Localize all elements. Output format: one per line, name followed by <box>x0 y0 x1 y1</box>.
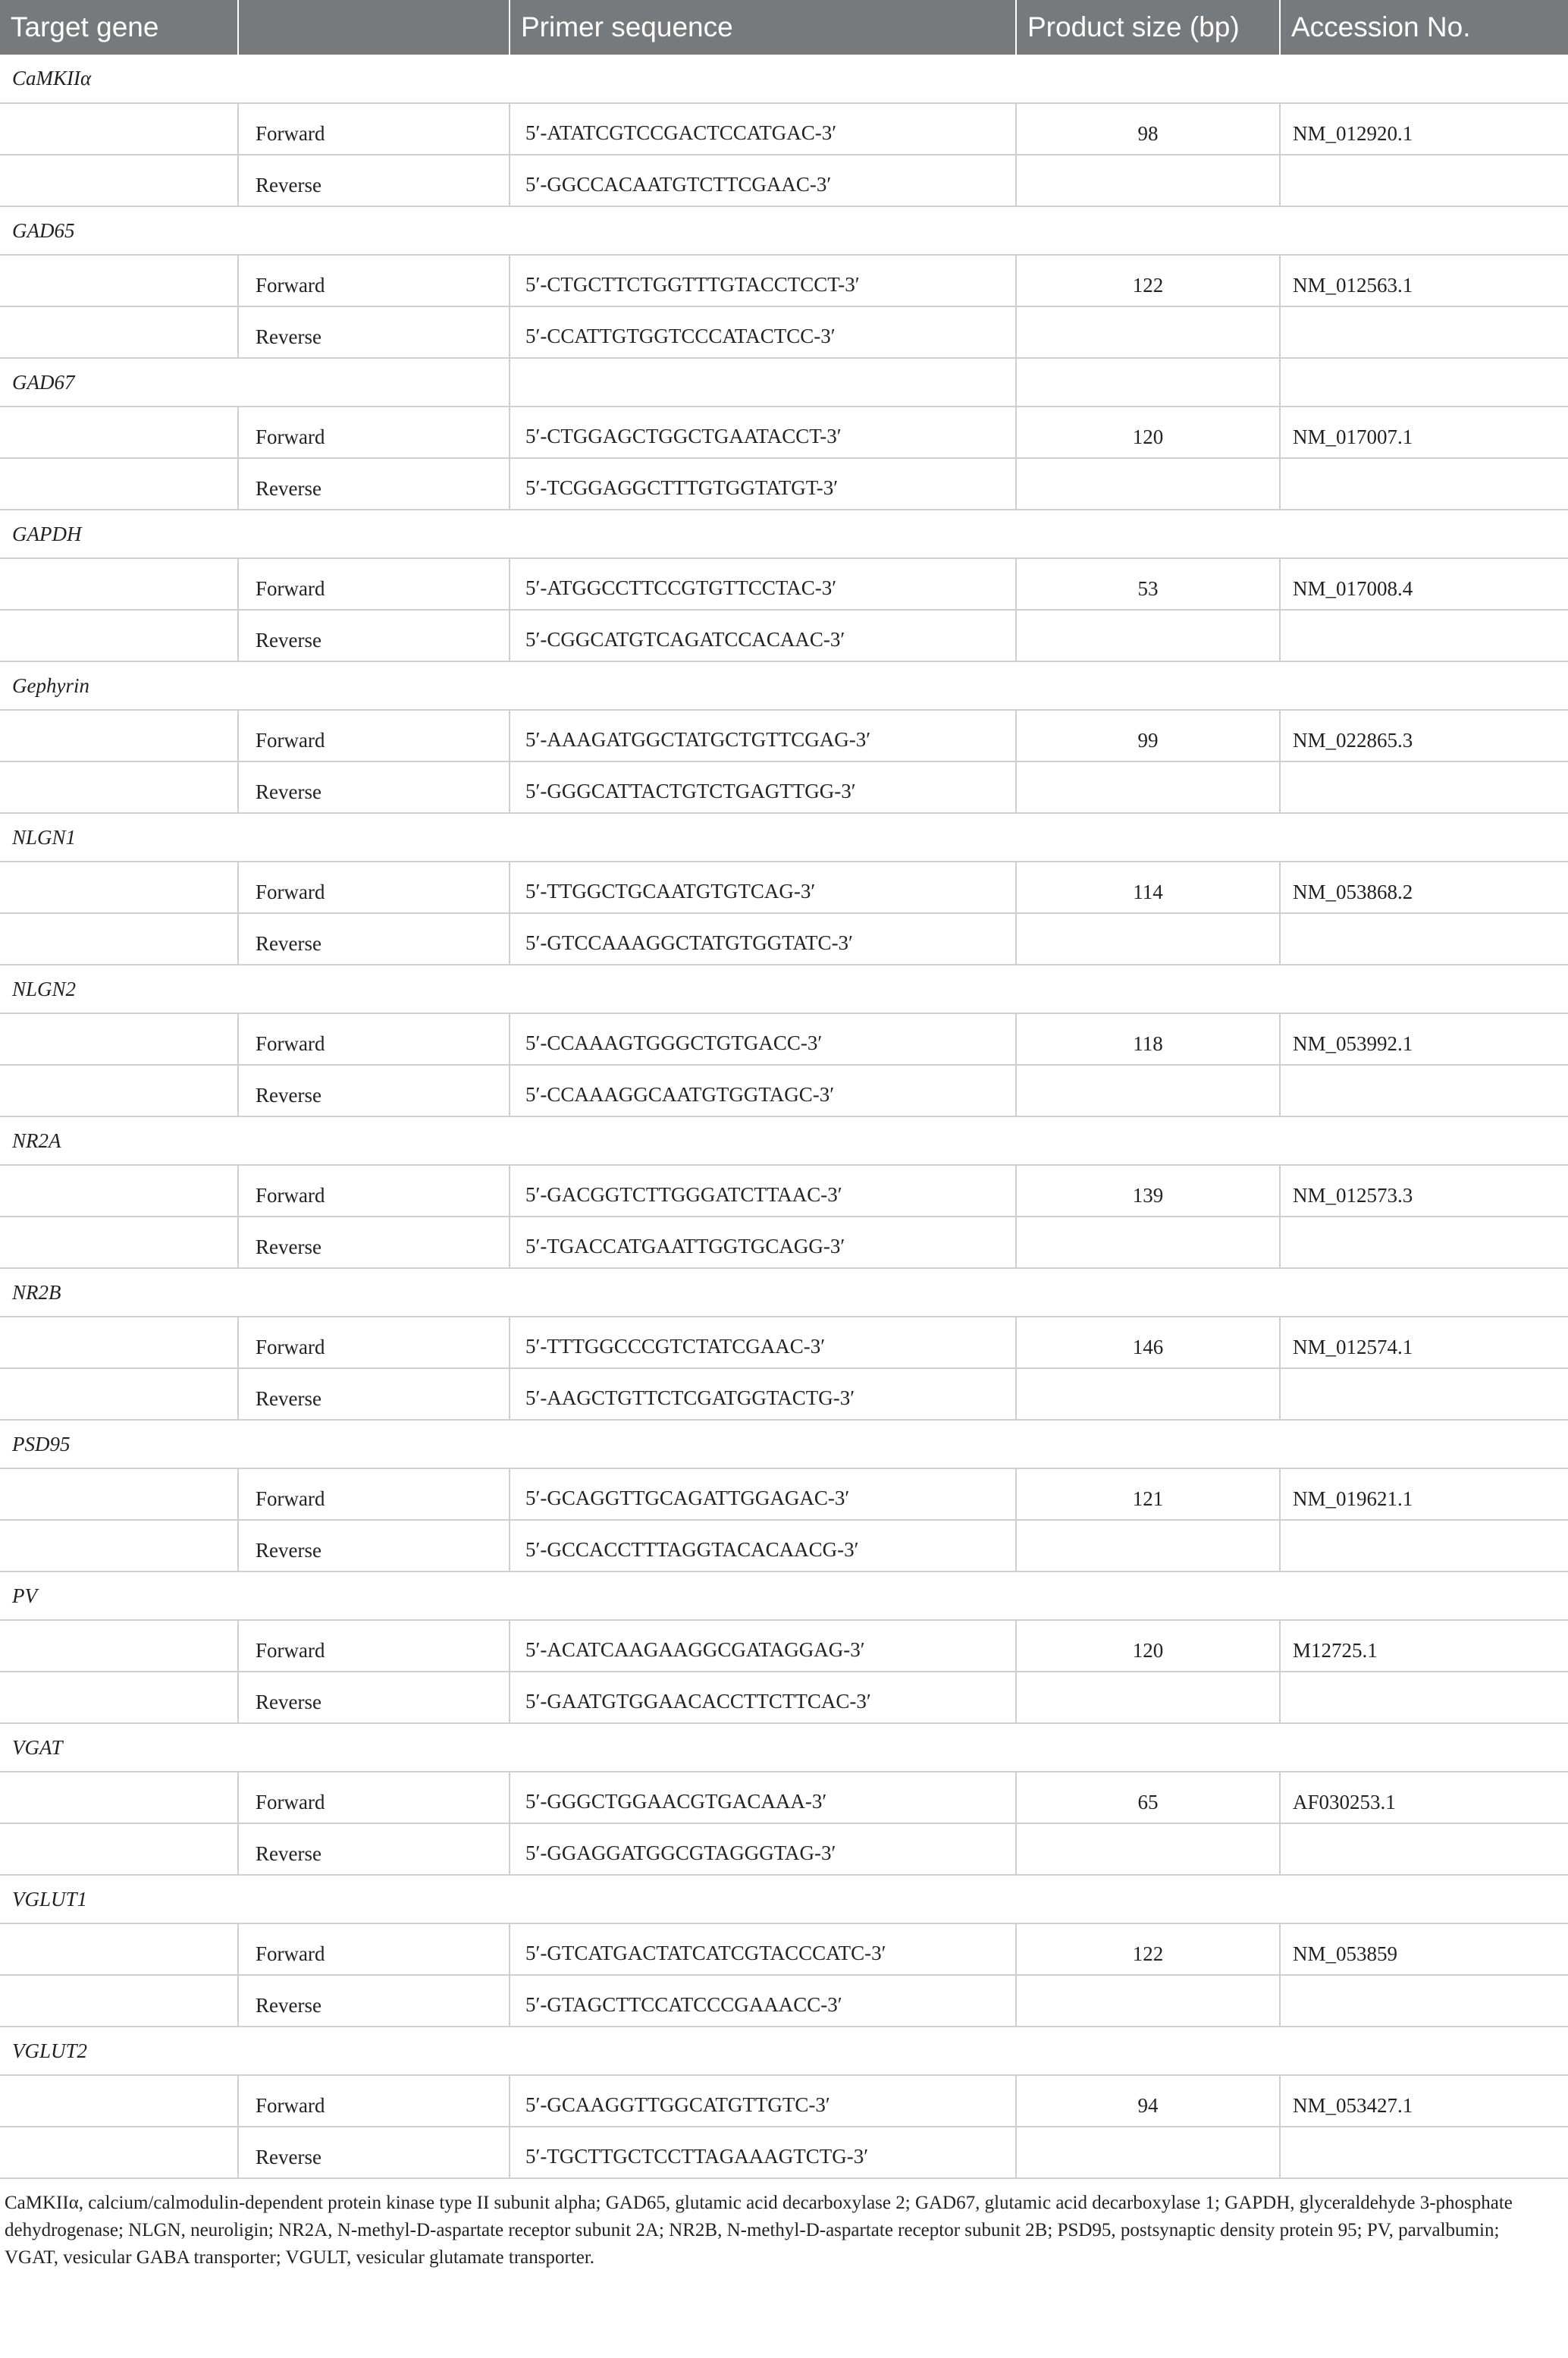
accession-number: NM_053859 <box>1280 1923 1568 1975</box>
primer-sequence: 5′-CGGCATGTCAGATCCACAAC-3′ <box>510 610 1016 661</box>
gene-name: GAD65 <box>0 206 1568 255</box>
empty-cell <box>0 1975 238 2027</box>
gene-row <box>0 813 1568 862</box>
header-direction <box>238 0 510 55</box>
reverse-primer-row <box>0 1520 1568 1571</box>
primer-direction: Reverse <box>238 306 510 358</box>
forward-primer-row <box>0 255 1568 306</box>
empty-cell <box>0 1165 238 1217</box>
primer-sequence: 5′-ATGGCCTTCCGTGTTCCTAC-3′ <box>510 558 1016 610</box>
forward-primer-row <box>0 1013 1568 1065</box>
reverse-primer-row <box>0 761 1568 813</box>
product-size: 118 <box>1016 1013 1280 1065</box>
gene-row <box>0 1420 1568 1468</box>
primer-direction: Forward <box>238 2075 510 2127</box>
gene-name: PSD95 <box>0 1420 1568 1468</box>
empty-cell <box>0 862 238 913</box>
empty-cell <box>1280 610 1568 661</box>
primer-direction: Forward <box>238 1317 510 1368</box>
empty-cell <box>1016 358 1280 407</box>
empty-cell <box>0 1317 238 1368</box>
primer-direction: Reverse <box>238 1368 510 1420</box>
product-size: 94 <box>1016 2075 1280 2127</box>
header-target-gene: Target gene <box>0 0 238 55</box>
gene-name: NLGN1 <box>0 813 1568 862</box>
primer-direction: Reverse <box>238 1065 510 1116</box>
empty-cell <box>1016 306 1280 358</box>
empty-cell <box>0 2075 238 2127</box>
accession-number: AF030253.1 <box>1280 1772 1568 1823</box>
empty-cell <box>0 155 238 206</box>
product-size: 122 <box>1016 255 1280 306</box>
empty-cell <box>1280 1520 1568 1571</box>
reverse-primer-row <box>0 458 1568 510</box>
table-header <box>0 0 1568 55</box>
reverse-primer-row <box>0 610 1568 661</box>
table-footnote: CaMKIIα, calcium/calmodulin-dependent protein kinase type II subunit alpha; GAD65, glutamic acid decarboxylase 2; GAD67, glutamic acid decarboxylase 1; GAPDH, glyceraldehyde 3-phosphate dehydrogenase; NLGN, neuroligin; NR2A, N-methyl-D-aspartate receptor subunit 2A; NR2B, N-methyl-D-aspartate receptor subunit 2B; PSD95, postsynaptic density protein 95; PV, parvalbumin; VGAT, vesicular GABA transporter; VGULT, vesicular glutamate transporter. <box>5 2193 1513 2268</box>
gene-row <box>0 55 1568 103</box>
header-primer-sequence: Primer sequence <box>510 0 1016 55</box>
primer-direction: Forward <box>238 1013 510 1065</box>
empty-cell <box>1016 1217 1280 1268</box>
primer-sequence: 5′-ATATCGTCCGACTCCATGAC-3′ <box>510 103 1016 155</box>
empty-cell <box>1280 2127 1568 2178</box>
empty-cell <box>0 1772 238 1823</box>
forward-primer-row <box>0 1317 1568 1368</box>
accession-number: NM_012920.1 <box>1280 103 1568 155</box>
primer-sequence: 5′-TTGGCTGCAATGTGTCAG-3′ <box>510 862 1016 913</box>
gene-row <box>0 1116 1568 1165</box>
gene-row <box>0 2027 1568 2075</box>
primer-sequence: 5′-CTGGAGCTGGCTGAATACCT-3′ <box>510 407 1016 458</box>
product-size: 121 <box>1016 1468 1280 1520</box>
empty-cell <box>1016 1672 1280 1723</box>
primer-sequence: 5′-TGCTTGCTCCTTAGAAAGTCTG-3′ <box>510 2127 1016 2178</box>
primer-sequence: 5′-ACATCAAGAAGGCGATAGGAG-3′ <box>510 1620 1016 1672</box>
forward-primer-row <box>0 1923 1568 1975</box>
primer-direction: Forward <box>238 407 510 458</box>
primer-direction: Reverse <box>238 2127 510 2178</box>
empty-cell <box>0 1013 238 1065</box>
accession-number: NM_022865.3 <box>1280 710 1568 761</box>
empty-cell <box>0 761 238 813</box>
gene-name: VGLUT2 <box>0 2027 1568 2075</box>
gene-name: PV <box>0 1571 1568 1620</box>
primer-sequence: 5′-GTCCAAAGGCTATGTGGTATC-3′ <box>510 913 1016 965</box>
reverse-primer-row <box>0 1217 1568 1268</box>
empty-cell <box>0 1468 238 1520</box>
primer-direction: Reverse <box>238 155 510 206</box>
empty-cell <box>0 1368 238 1420</box>
gene-row <box>0 1268 1568 1317</box>
primer-direction: Forward <box>238 1165 510 1217</box>
reverse-primer-row <box>0 1672 1568 1723</box>
forward-primer-row <box>0 1468 1568 1520</box>
gene-name: VGLUT1 <box>0 1875 1568 1923</box>
gene-name: NR2B <box>0 1268 1568 1317</box>
empty-cell <box>0 1520 238 1571</box>
empty-cell <box>1280 458 1568 510</box>
gene-name: NR2A <box>0 1116 1568 1165</box>
primer-sequence: 5′-GGCCACAATGTCTTCGAAC-3′ <box>510 155 1016 206</box>
primer-direction: Forward <box>238 710 510 761</box>
empty-cell <box>1016 1975 1280 2027</box>
primer-sequence: 5′-GAATGTGGAACACCTTCTTCAC-3′ <box>510 1672 1016 1723</box>
empty-cell <box>0 913 238 965</box>
empty-cell <box>1016 913 1280 965</box>
primer-direction: Forward <box>238 255 510 306</box>
primer-sequence: 5′-GGAGGATGGCGTAGGGTAG-3′ <box>510 1823 1016 1875</box>
forward-primer-row <box>0 2075 1568 2127</box>
empty-cell <box>1280 1975 1568 2027</box>
primer-sequence: 5′-GTCATGACTATCATCGTACCCATC-3′ <box>510 1923 1016 1975</box>
empty-cell <box>0 103 238 155</box>
primer-sequence: 5′-CCAAAGTGGGCTGTGACC-3′ <box>510 1013 1016 1065</box>
reverse-primer-row <box>0 913 1568 965</box>
empty-cell <box>0 610 238 661</box>
primer-sequence: 5′-CCAAAGGCAATGTGGTAGC-3′ <box>510 1065 1016 1116</box>
gene-row <box>0 965 1568 1013</box>
primer-sequence: 5′-TCGGAGGCTTTGTGGTATGT-3′ <box>510 458 1016 510</box>
primer-direction: Forward <box>238 558 510 610</box>
forward-primer-row <box>0 1772 1568 1823</box>
primer-sequence: 5′-GTAGCTTCCATCCCGAAACC-3′ <box>510 1975 1016 2027</box>
product-size: 120 <box>1016 407 1280 458</box>
reverse-primer-row <box>0 306 1568 358</box>
reverse-primer-row <box>0 2127 1568 2178</box>
accession-number: NM_012573.3 <box>1280 1165 1568 1217</box>
gene-name: GAD67 <box>0 358 510 407</box>
accession-number: NM_012563.1 <box>1280 255 1568 306</box>
empty-cell <box>1016 155 1280 206</box>
primer-sequence: 5′-GGGCATTACTGTCTGAGTTGG-3′ <box>510 761 1016 813</box>
forward-primer-row <box>0 710 1568 761</box>
primer-direction: Forward <box>238 1772 510 1823</box>
empty-cell <box>1280 761 1568 813</box>
empty-cell <box>1016 2127 1280 2178</box>
empty-cell <box>1016 1065 1280 1116</box>
primer-direction: Forward <box>238 862 510 913</box>
product-size: 114 <box>1016 862 1280 913</box>
primer-sequence: 5′-TTTGGCCCGTCTATCGAAC-3′ <box>510 1317 1016 1368</box>
gene-name: VGAT <box>0 1723 1568 1772</box>
product-size: 98 <box>1016 103 1280 155</box>
primer-sequence: 5′-GACGGTCTTGGGATCTTAAC-3′ <box>510 1165 1016 1217</box>
empty-cell <box>0 710 238 761</box>
primer-sequence: 5′-GGGCTGGAACGTGACAAA-3′ <box>510 1772 1016 1823</box>
forward-primer-row <box>0 862 1568 913</box>
empty-cell <box>0 255 238 306</box>
empty-cell <box>0 1923 238 1975</box>
forward-primer-row <box>0 407 1568 458</box>
empty-cell <box>1280 1823 1568 1875</box>
primer-direction: Reverse <box>238 1975 510 2027</box>
empty-cell <box>0 1620 238 1672</box>
product-size: 139 <box>1016 1165 1280 1217</box>
accession-number: NM_053868.2 <box>1280 862 1568 913</box>
primer-sequence: 5′-GCCACCTTTAGGTACACAACG-3′ <box>510 1520 1016 1571</box>
empty-cell <box>1280 306 1568 358</box>
table-body <box>0 55 1568 2178</box>
primer-direction: Reverse <box>238 761 510 813</box>
empty-cell <box>0 1823 238 1875</box>
gene-row <box>0 358 1568 407</box>
primer-direction: Reverse <box>238 1217 510 1268</box>
primer-direction: Reverse <box>238 1520 510 1571</box>
primer-direction: Reverse <box>238 913 510 965</box>
primer-sequence: 5′-CTGCTTCTGGTTTGTACCTCCT-3′ <box>510 255 1016 306</box>
forward-primer-row <box>0 1165 1568 1217</box>
primer-direction: Forward <box>238 1620 510 1672</box>
empty-cell <box>1016 1823 1280 1875</box>
empty-cell <box>0 1672 238 1723</box>
empty-cell <box>1280 155 1568 206</box>
primer-sequence: 5′-AAGCTGTTCTCGATGGTACTG-3′ <box>510 1368 1016 1420</box>
primer-direction: Reverse <box>238 1823 510 1875</box>
forward-primer-row <box>0 558 1568 610</box>
empty-cell <box>1016 761 1280 813</box>
accession-number: NM_012574.1 <box>1280 1317 1568 1368</box>
reverse-primer-row <box>0 1975 1568 2027</box>
primer-direction: Forward <box>238 1468 510 1520</box>
product-size: 99 <box>1016 710 1280 761</box>
empty-cell <box>0 558 238 610</box>
empty-cell <box>1280 1065 1568 1116</box>
gene-row <box>0 661 1568 710</box>
empty-cell <box>510 358 1016 407</box>
empty-cell <box>1280 1217 1568 1268</box>
product-size: 120 <box>1016 1620 1280 1672</box>
product-size: 122 <box>1016 1923 1280 1975</box>
primer-sequence: 5′-CCATTGTGGTCCCATACTCC-3′ <box>510 306 1016 358</box>
primer-sequence: 5′-GCAGGTTGCAGATTGGAGAC-3′ <box>510 1468 1016 1520</box>
empty-cell <box>1280 1672 1568 1723</box>
empty-cell <box>0 2127 238 2178</box>
gene-name: Gephyrin <box>0 661 1568 710</box>
gene-name: CaMKIIα <box>0 55 1568 103</box>
product-size: 53 <box>1016 558 1280 610</box>
primer-direction: Reverse <box>238 458 510 510</box>
header-product-size: Product size (bp) <box>1016 0 1280 55</box>
empty-cell <box>1280 1368 1568 1420</box>
empty-cell <box>1016 1520 1280 1571</box>
accession-number: NM_017007.1 <box>1280 407 1568 458</box>
primer-direction: Reverse <box>238 610 510 661</box>
forward-primer-row <box>0 103 1568 155</box>
gene-name: GAPDH <box>0 510 1568 558</box>
empty-cell <box>0 1217 238 1268</box>
empty-cell <box>1280 913 1568 965</box>
reverse-primer-row <box>0 1065 1568 1116</box>
accession-number: NM_017008.4 <box>1280 558 1568 610</box>
primer-direction: Forward <box>238 103 510 155</box>
accession-number: M12725.1 <box>1280 1620 1568 1672</box>
empty-cell <box>0 306 238 358</box>
gene-name: NLGN2 <box>0 965 1568 1013</box>
primer-sequence: 5′-TGACCATGAATTGGTGCAGG-3′ <box>510 1217 1016 1268</box>
empty-cell <box>0 458 238 510</box>
empty-cell <box>1016 610 1280 661</box>
empty-cell <box>1280 358 1568 407</box>
gene-row <box>0 1571 1568 1620</box>
product-size: 65 <box>1016 1772 1280 1823</box>
gene-row <box>0 510 1568 558</box>
primer-direction: Forward <box>238 1923 510 1975</box>
reverse-primer-row <box>0 1823 1568 1875</box>
gene-row <box>0 1723 1568 1772</box>
accession-number: NM_053427.1 <box>1280 2075 1568 2127</box>
primer-sequence: 5′-GCAAGGTTGGCATGTTGTC-3′ <box>510 2075 1016 2127</box>
empty-cell <box>1016 458 1280 510</box>
accession-number: NM_053992.1 <box>1280 1013 1568 1065</box>
forward-primer-row <box>0 1620 1568 1672</box>
gene-row <box>0 1875 1568 1923</box>
header-accession-no: Accession No. <box>1280 0 1568 55</box>
reverse-primer-row <box>0 1368 1568 1420</box>
empty-cell <box>0 407 238 458</box>
accession-number: NM_019621.1 <box>1280 1468 1568 1520</box>
primer-direction: Reverse <box>238 1672 510 1723</box>
primer-sequence: 5′-AAAGATGGCTATGCTGTTCGAG-3′ <box>510 710 1016 761</box>
empty-cell <box>0 1065 238 1116</box>
gene-row <box>0 206 1568 255</box>
reverse-primer-row <box>0 155 1568 206</box>
empty-cell <box>1016 1368 1280 1420</box>
product-size: 146 <box>1016 1317 1280 1368</box>
